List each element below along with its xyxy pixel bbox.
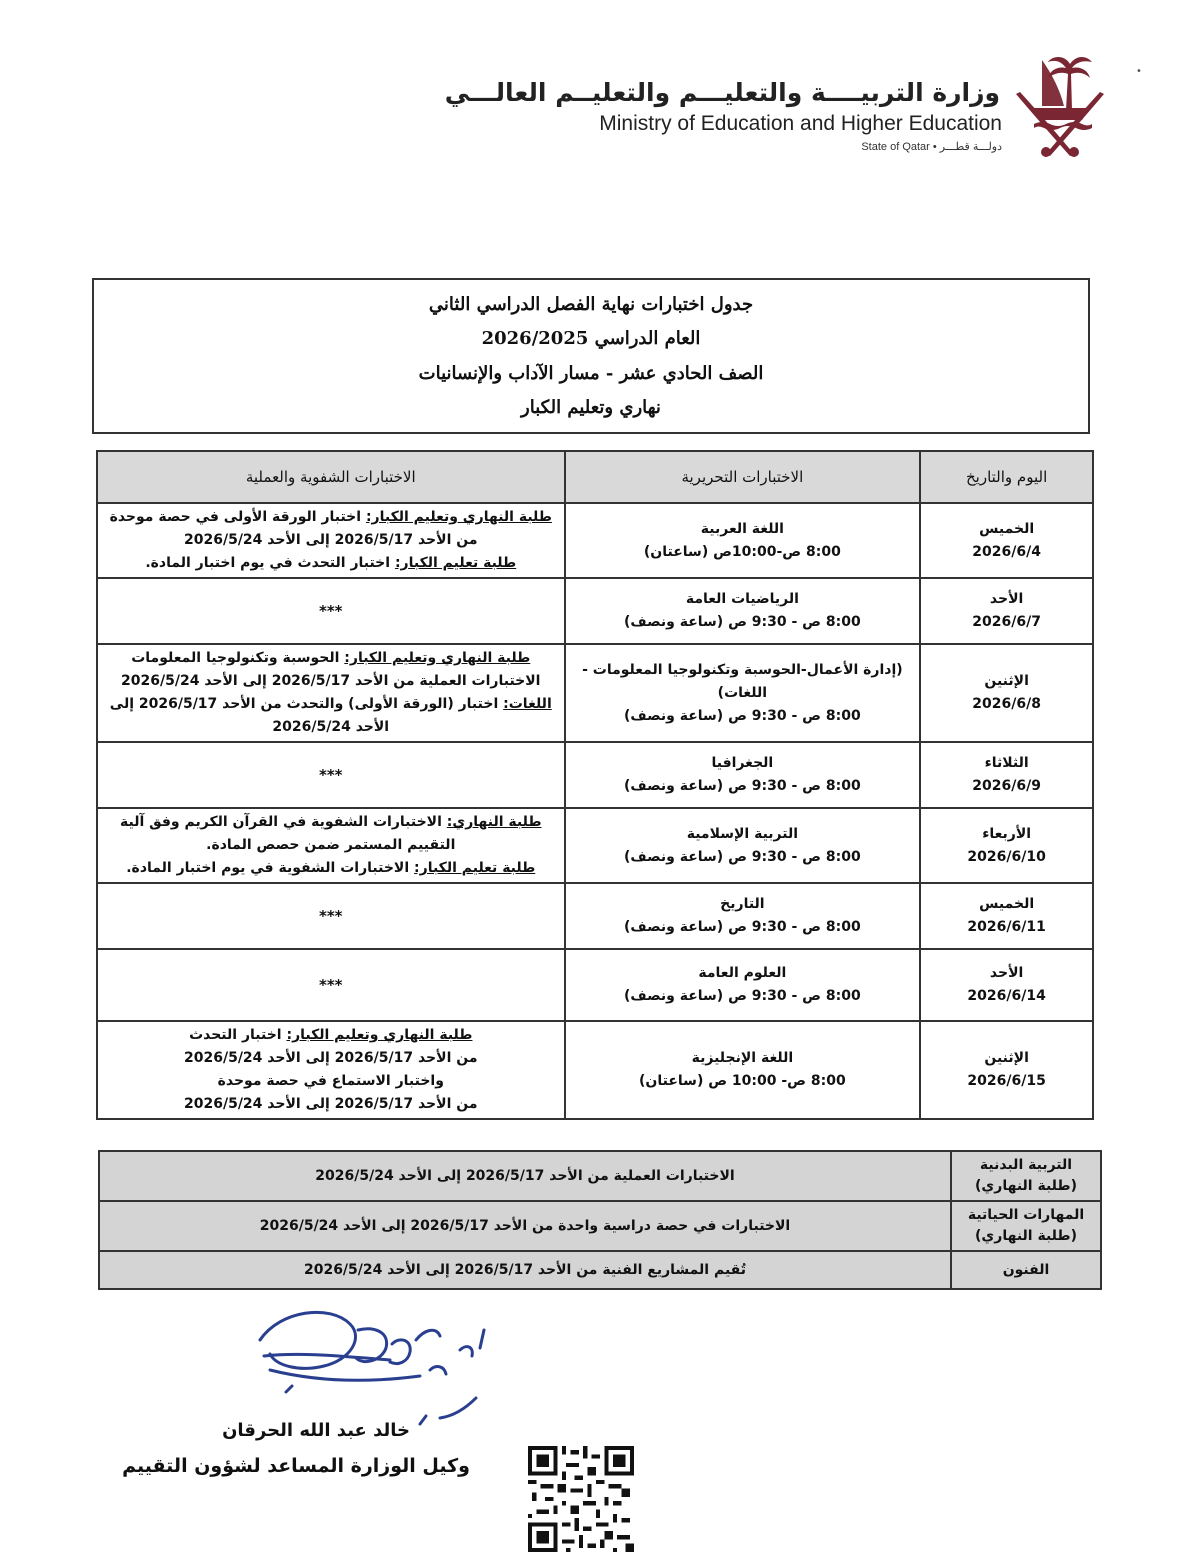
table-header-row [97,451,1093,503]
table-row [97,808,1093,883]
oral-note [106,506,556,552]
ministry-name-arabic: وزارة التربيــــة والتعليـــم والتعليــم العالـــي [444,78,1000,107]
oral-note [106,857,556,880]
oral-note [106,974,556,997]
subject-title: المهارات الحياتية [967,1207,1085,1223]
exam-time: 8:00 ص - 9:30 ص (ساعة ونصف) [624,778,861,794]
title-line-academic-year: العام الدراسي 2026/2025 [481,328,701,350]
day-date-cell [920,808,1093,883]
oral-note-text: من الأحد 2026/5/17 إلى الأحد 2026/5/24 [184,1050,478,1066]
oral-note-text: من الأحد 2026/5/17 إلى الأحد 2026/5/24 [184,1096,478,1112]
subject-name: اللغة العربية [700,520,784,537]
exam-date: 2026/6/4 [972,543,1041,560]
subject-name: (إدارة الأعمال-الحوسبة وتكنولوجيا المعلومات - اللغات) [582,661,903,701]
day-name: الإثنين [984,673,1029,689]
oral-note [106,811,556,857]
subject-name: التربية الإسلامية [686,825,799,842]
table-row [97,644,1093,742]
oral-note [106,1093,556,1116]
table-row [97,883,1093,949]
exam-time: 8:00 ص-10:00ص (ساعتان) [643,543,841,560]
oral-note [106,1070,556,1093]
oral-note [106,1047,556,1070]
oral-note-text: *** [318,906,343,925]
subject-name: الرياضيات العامة [685,591,799,607]
oral-practical-cell [97,503,565,578]
written-exam-cell [565,742,921,808]
header-written-exams: الاختبارات التحريرية [565,451,921,503]
oral-note [106,905,556,928]
day-name: الخميس [979,520,1035,537]
exam-date: 2026/6/10 [967,848,1046,865]
day-name: الإثنين [984,1050,1029,1066]
day-date-cell [920,503,1093,578]
oral-note [106,552,556,575]
oral-note [106,647,556,693]
qr-code-icon [528,1446,634,1552]
oral-practical-cell [97,949,565,1021]
day-name: الأربعاء [982,825,1032,842]
other-subject-schedule: الاختبارات في حصة دراسية واحدة من الأحد 2026/5/17 إلى الأحد 2026/5/24 [99,1201,951,1251]
day-name: الأحد [989,591,1024,607]
written-exam-cell [565,503,921,578]
oral-practical-cell [97,742,565,808]
exam-date: 2026/6/9 [972,778,1041,794]
subject-name: العلوم العامة [698,965,787,981]
exam-date: 2026/6/14 [967,988,1046,1004]
other-subjects-body [99,1151,1101,1289]
subject-name: الجغرافيا [711,755,774,771]
ministry-name-english: Ministry of Education and Higher Education [599,112,1002,135]
oral-note-text: اختبار (الورقة الأولى) والتحدث من الأحد 2026/5/17 إلى الأحد 2026/5/24 [109,696,504,735]
written-exam-cell [565,644,921,742]
oral-note [106,1024,556,1047]
day-date-cell [920,644,1093,742]
title-line-study-mode: نهاري وتعليم الكبار [521,397,661,419]
oral-note-text: واختبار الاستماع في حصة موحدة [217,1073,444,1089]
table-row [97,742,1093,808]
other-subjects-table [98,1150,1102,1290]
exam-date: 2026/6/15 [967,1073,1046,1089]
oral-note [106,693,556,739]
signatory-name: خالد عبد الله الحرقان [222,1420,410,1441]
subject-student-group: (طلبة النهاري) [975,1178,1077,1194]
exam-time: 8:00 ص - 9:30 ص (ساعة ونصف) [624,848,861,865]
header-oral-practical-exams: الاختبارات الشفوية والعملية [97,451,565,503]
other-subject-name [951,1201,1101,1251]
oral-note-text: الحوسبة وتكنولوجيا المعلومات الاختبارات العملية من الأحد 2026/5/17 إلى الأحد 2026/5/24 [121,650,541,689]
table-row [97,949,1093,1021]
exam-time: 8:00 ص - 9:30 ص (ساعة ونصف) [624,919,861,935]
student-group-label: طلبة تعليم الكبار: [394,555,517,571]
table-row [97,1021,1093,1119]
oral-practical-cell [97,1021,565,1119]
day-name: الثلاثاء [984,755,1029,771]
other-subject-schedule: تُقيم المشاريع الفنية من الأحد 2026/5/17 إلى الأحد 2026/5/24 [99,1251,951,1289]
scan-mark: • [1136,66,1142,77]
exam-time: 8:00 ص - 9:30 ص (ساعة ونصف) [624,707,861,724]
exam-date: 2026/6/7 [972,614,1041,630]
title-line-exam-schedule: جدول اختبارات نهاية الفصل الدراسي الثاني [428,293,754,315]
exam-time: 8:00 ص - 9:30 ص (ساعة ونصف) [624,988,861,1004]
other-subject-schedule: الاختبارات العملية من الأحد 2026/5/17 إلى الأحد 2026/5/24 [99,1151,951,1201]
day-date-cell [920,949,1093,1021]
exam-time: 8:00 ص- 10:00 ص (ساعتان) [639,1073,846,1089]
handwritten-signature [240,1300,520,1440]
student-group-label: اللغات: [503,696,552,712]
table-row [97,578,1093,644]
written-exam-cell [565,949,921,1021]
day-date-cell [920,883,1093,949]
day-date-cell [920,1021,1093,1119]
written-exam-cell [565,578,921,644]
exam-time: 8:00 ص - 9:30 ص (ساعة ونصف) [624,614,861,630]
day-date-cell [920,742,1093,808]
oral-practical-cell [97,578,565,644]
signatory-title: وكيل الوزارة المساعد لشؤون التقييم [122,1455,470,1477]
subject-title: الفنون [1002,1261,1050,1278]
header-day-date: اليوم والتاريخ [920,451,1093,503]
other-subject-name [951,1251,1101,1289]
oral-note-text: اختبار التحدث [189,1027,287,1043]
oral-note [106,764,556,787]
written-exam-cell [565,883,921,949]
student-group-label: طلبة النهاري وتعليم الكبار: [344,650,531,666]
oral-note-text: *** [318,975,343,994]
day-name: الخميس [979,896,1035,912]
other-subject-row [99,1151,1101,1201]
other-subject-row [99,1251,1101,1289]
title-box [92,278,1090,434]
oral-note-text: اختبار الورقة الأولى في حصة موحدة من الأحد 2026/5/17 إلى الأحد 2026/5/24 [109,509,478,548]
student-group-label: طلبة النهاري وتعليم الكبار: [365,509,552,525]
written-exam-cell [565,808,921,883]
student-group-label: طلبة النهاري: [446,814,542,830]
title-line-grade-track: الصف الحادي عشر - مسار الآداب والإنسانيات [418,362,764,384]
oral-practical-cell [97,808,565,883]
written-exam-cell [565,1021,921,1119]
oral-note [106,600,556,623]
student-group-label: طلبة النهاري وتعليم الكبار: [286,1027,473,1043]
subject-title: التربية البدنية [979,1157,1073,1173]
day-date-cell [920,578,1093,644]
oral-note-text: الاختبارات الشفوية في يوم اختبار المادة. [126,860,415,876]
exam-date: 2026/6/8 [972,696,1041,712]
student-group-label: طلبة تعليم الكبار: [414,860,536,876]
subject-name: اللغة الإنجليزية [691,1050,794,1066]
oral-practical-cell [97,644,565,742]
subject-name: التاريخ [720,896,765,912]
qatar-emblem-icon [1008,50,1112,162]
state-of-qatar-label: State of Qatar • دولـــة قطـــر [861,141,1002,153]
day-name: الأحد [989,965,1024,981]
exam-schedule-table [96,450,1094,1120]
oral-note-text: *** [318,601,343,620]
oral-note-text: *** [318,765,343,784]
oral-note-text: اختبار التحدث في يوم اختبار المادة. [145,555,395,571]
subject-student-group: (طلبة النهاري) [975,1228,1077,1244]
other-subject-name [951,1151,1101,1201]
table-row [97,503,1093,578]
oral-note-text: الاختبارات الشفوية في القرآن الكريم وفق آلية التقييم المستمر ضمن حصص المادة. [120,814,456,853]
table-body [97,503,1093,1119]
oral-practical-cell [97,883,565,949]
other-subject-row [99,1201,1101,1251]
exam-date: 2026/6/11 [967,919,1046,935]
